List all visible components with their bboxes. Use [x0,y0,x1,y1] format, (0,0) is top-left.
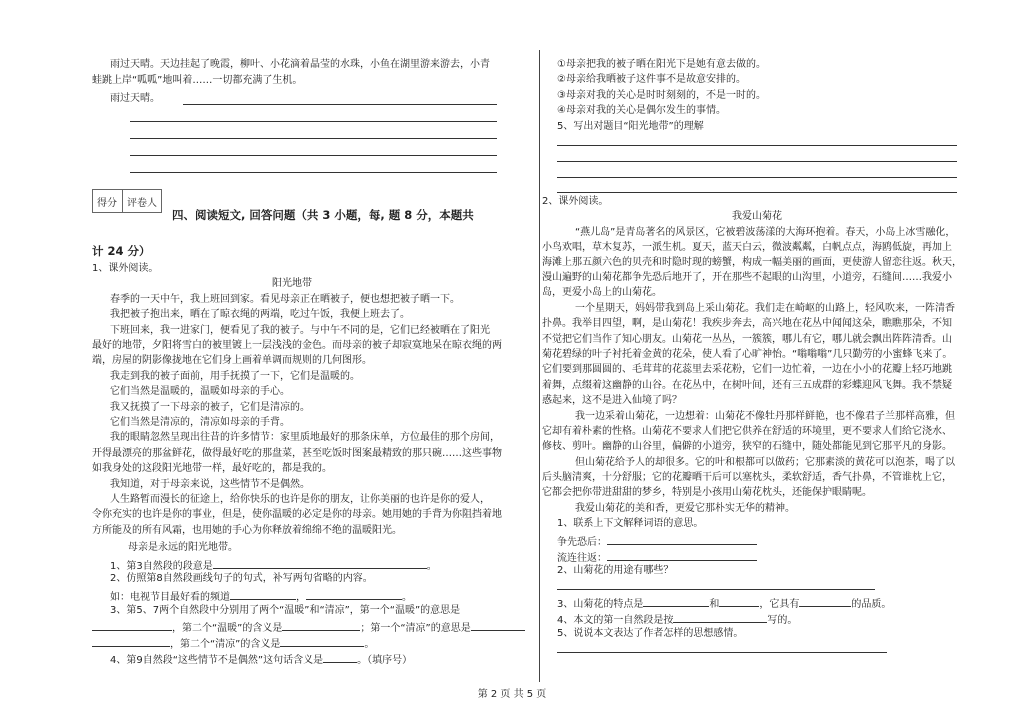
passage-line: 修枝、剪叶。幽静的山谷里，偏僻的小道旁，狭窄的石缝中，随处都能见到它那平凡的身影。 [542,441,952,452]
passage-line: 我又抚摸了一下母亲的被子，它们是清凉的。 [110,402,310,413]
passage-line: 一个星期天，妈妈带我到岛上采山菊花。我们走在崎岖的山路上，轻风吹来，一阵清香 [575,303,955,314]
passage-line: 着舞，点缀着这幽静的山谷。在花丛中，在树叶间，还有三五成群的彩蝶迎风飞舞。我不禁疑 [542,380,952,391]
writing-prompt: 雨过天晴。 [110,93,160,104]
passage-line: “燕儿岛”是青岛著名的风景区，它被碧波荡漾的大海环抱着。春天，小岛上冰雪融化， [575,227,956,238]
option-item: ③母亲对我的关心是时时刻刻的，不是一时的。 [557,90,766,101]
answer-blank[interactable] [306,588,402,600]
passage-line: 我知道，对于母亲来说，这些情节不是偶然。 [110,479,310,490]
answer-blank[interactable] [643,595,709,607]
answer-blank[interactable] [92,635,170,647]
question-5: 5、写出对题目“阳光地带”的理解 [557,121,704,132]
answer-blank[interactable] [280,635,364,647]
answer-blank[interactable] [471,619,525,631]
passage-line: 人生路暂而漫长的征途上，给你快乐的也许是你的朋友，让你美丽的也许是你的爱人， [110,494,490,505]
answer-blank[interactable] [213,557,427,569]
question-4: 4、本文的第一自然段是按 写的。 [557,611,797,628]
answer-blank[interactable] [719,595,759,607]
section-title-cont: 计 24 分） [92,244,151,258]
writing-line[interactable] [130,138,497,139]
passage-line: 方所能及的所有风霜，也用她的手心为你释放着绵绵不绝的温暖阳光。 [92,525,402,536]
writing-line[interactable] [557,589,875,590]
option-item: ①母亲把我的被子晒在阳光下是她有意去做的。 [557,59,766,70]
writing-line[interactable] [557,177,957,178]
passage-line: 最好的地带，夕阳将雪白的被里镀上一层浅浅的金色。而母亲的被子却寂寞地呆在晾衣绳的两 [92,340,502,351]
question-2: 2、仿照第8自然段画线句子的句式，补写两句省略的内容。 [110,573,373,584]
intro-line-1: 雨过天晴。天边挂起了晚霞，柳叶、小花滴着晶莹的水珠，小鱼在湖里游来游去，小青 [110,59,490,70]
passage-title: 我爱山菊花 [732,211,782,222]
question-1: 1、第3自然段的段意是 。 [110,557,437,574]
passage-line: 海滩上那五颜六色的贝壳和时隐时现的螃蟹，构成一幅美丽的画面，更使游人留恋往返。秋天， [542,257,962,268]
question-3-cont: ，第二个“温暖”的含义是 ；第一个“清凉”的意思是 [92,619,525,636]
writing-line[interactable] [557,192,957,193]
section-title: 四、阅读短文, 回答问题（共 3 小题，每, 题 8 分，本题共 [172,208,474,222]
option-item: ④母亲对我的关心是偶尔发生的事情。 [557,105,726,116]
answer-blank[interactable] [673,611,767,623]
grader-label: 评卷人 [127,198,157,209]
answer-blank[interactable] [282,619,360,631]
passage-line: 我走到我的被子面前，用手抚摸了一下，它们是温暖的。 [110,371,360,382]
question-3: 3、第5、7两个自然段中分别用了两个“温暖”和“清凉”，第一个“温暖”的意思是 [110,605,461,616]
passage-line: 但山菊花给予人的却很多。它的叶和根都可以做药；它那素淡的黄花可以泡茶，喝了以 [575,457,955,468]
question-3-end: ，第二个“清凉”的含义是 。 [92,635,374,652]
writing-line[interactable] [183,104,497,105]
score-divider [122,190,123,212]
writing-line[interactable] [557,145,957,146]
option-item: ②母亲给我晒被子这件事不是故意安排的。 [557,74,746,85]
passage-line: 下班回来，我一进家门，便看见了我的被子。与中午不同的是，它们已经被晒在了阳光 [110,325,490,336]
question-5: 5、说说本文表达了作者怎样的思想感情。 [557,628,744,639]
answer-blank[interactable] [230,588,296,600]
passage-line: 它们当然是温暖的，温暖如母亲的手心。 [110,386,290,397]
passage-line: 漫山遍野的山菊花都争先恐后地开了，开在那些不起眼的山沟里，小道旁，石缝间……我爱小 [542,272,952,283]
question-1: 1、联系上下文解释词语的意思。 [557,518,704,529]
passage-line: 不觉把它们当作了知心朋友。山菊花一丛丛，一簇簇，哪儿有它，哪儿就会飘出阵阵清香。山 [542,334,952,345]
passage-line: 母亲是永远的阳光地带。 [128,542,238,553]
page-number: 第 2 页 共 5 页 [477,689,547,700]
passage-line: 春季的一天中午，我上班回到家。看见母亲正在晒被子，便也想把被子晒一下。 [110,294,460,305]
passage-line: 我的眼睛忽然呈现出往昔的许多情节：家里质地最好的那条床单，方位最佳的那个房间， [110,432,500,443]
passage-line: 后头脑清爽，十分舒服；它的花瓣晒干后可以塞枕头，柔软舒适，香气扑鼻，不管谁枕上它， [542,472,952,483]
answer-blank[interactable] [607,549,757,561]
writing-line[interactable] [557,161,957,162]
writing-line[interactable] [130,155,497,156]
question-label: 1、课外阅读。 [92,263,159,274]
question-1a: 争先恐后： [557,533,757,550]
intro-line-2: 蛙跳上岸“呱呱”地叫着……一切都充满了生机。 [92,75,303,86]
passage-title: 阳光地带 [272,278,312,289]
answer-blank[interactable] [92,619,172,631]
answer-blank[interactable] [607,533,757,545]
passage-line: 岛，更爱小岛上的山菊花。 [542,287,662,298]
answer-blank[interactable] [799,595,851,607]
question-1b: 流连往返： [557,549,757,566]
passage-line: 小鸟欢唱，草木复苏，一派生机。夏天，蓝天白云，微波粼粼，白帆点点，海鸥低旋，再加上 [542,242,952,253]
passage-line: 它们要到那圆圆的、毛茸茸的花蕊里去采花粉，它们一边忙着，一边在小小的花瓣上轻巧地跳 [542,364,952,375]
passage-line: 它都会把你带进甜甜的梦乡，特别是小孩用山菊花枕头，还能保护眼睛呢。 [542,487,872,498]
passage-line: 端，房屋的阴影像拢地在它们身上画着单调而规则的几何图形。 [92,355,372,366]
passage-line: 扑鼻。我举目四望，啊，是山菊花！我疾步奔去，高兴地在花丛中闻闻这朵，瞧瞧那朵，不知 [542,318,952,329]
question-label: 2、课外阅读。 [542,196,609,207]
passage-line: 我爱山菊花的美和香，更爱它那朴实无华的精神。 [575,503,795,514]
passage-line: 它却有着朴素的性格。山菊花不要求人们把它供养在舒适的环境里，更不要求人们给它浇水、 [542,426,952,437]
question-2-example: 如：电视节目最好看的频道 ， 。 [110,588,412,605]
passage-line: 如我身处的这段阳光地带一样，最好吃的，都是我的。 [92,463,332,474]
question-3: 3、山菊花的特点是 和 ，它具有 的品质。 [557,595,891,612]
passage-line: 惑起来，这不是进入仙境了吗？ [542,395,682,406]
writing-line[interactable] [130,121,497,122]
passage-line: 它们当然是清凉的，清凉如母亲的手背。 [110,417,290,428]
question-4: 4、第9自然段“这些情节不是偶然”这句话含义是 。（填序号） [110,651,412,668]
score-label: 得分 [97,198,117,209]
question-2: 2、山菊花的用途有哪些？ [557,565,674,576]
writing-line[interactable] [130,172,497,173]
passage-line: 开得最漂亮的那盆鲜花，做得最好吃的那盘菜，甚至吃饭时图案最精致的那只碗……这些事物 [92,448,502,459]
passage-line: 我一边采着山菊花，一边想着：山菊花不像牡丹那样鲜艳，也不像君子兰那样高雅，但 [575,411,955,422]
answer-blank[interactable] [323,651,357,663]
passage-line: 我把被子抱出来，晒在了晾衣绳的两端，吃过午饭，我便上班去了。 [110,309,410,320]
writing-line[interactable] [557,652,887,653]
score-box [92,189,162,213]
passage-line: 令你充实的也许是你的事业，但是，使你温暖的必定是你的母亲。她用她的手背为你阻挡着地 [92,509,502,520]
passage-line: 菊花碧绿的叶子衬托着金黄的花朵，使人看了心旷神怡。“嗡嗡嗡”几只勤劳的小蜜蜂飞来了。 [542,349,953,360]
column-divider [539,50,540,682]
